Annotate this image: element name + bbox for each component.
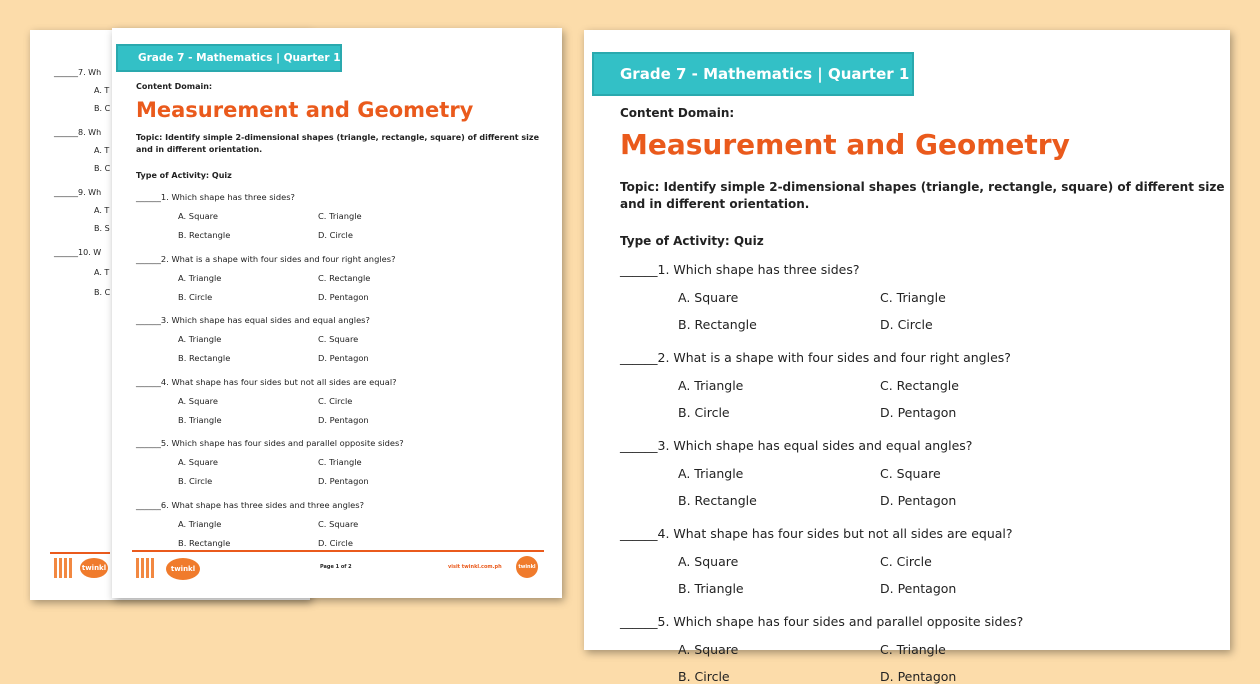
qr-code-icon <box>54 558 74 578</box>
option: B. C <box>94 288 111 297</box>
answer-option: C. Triangle <box>880 642 946 657</box>
question-text: 6. What shape has three sides and three angles? <box>160 499 364 510</box>
answer-option: A. Square <box>678 642 739 657</box>
question-10: ______10. W <box>54 248 102 257</box>
answer-option: B. Circle <box>678 405 730 420</box>
qr-code-icon <box>136 558 156 578</box>
activity-type: Type of Activity: Quiz <box>620 234 764 248</box>
answer-option: A. Square <box>178 395 219 406</box>
answer-blank[interactable]: ______ <box>136 438 161 448</box>
twinkl-logo: twinkl <box>80 558 108 578</box>
question-5 <box>136 438 404 448</box>
answer-blank[interactable]: ______ <box>620 350 658 365</box>
answer-option: D. Pentagon <box>318 353 369 363</box>
answer-option: D. Pentagon <box>880 581 957 596</box>
footer-divider <box>132 550 544 552</box>
answer-option: A. Square <box>178 457 219 467</box>
answer-blank[interactable]: ______ <box>620 438 658 453</box>
answer-blank[interactable]: ______ <box>136 376 161 387</box>
question-text: 3. Which shape has equal sides and equal angles? <box>160 315 370 325</box>
answer-option: C. Triangle <box>880 290 946 305</box>
answer-option: B. Triangle <box>678 581 744 596</box>
question-1 <box>136 192 295 202</box>
answer-blank[interactable]: ______ <box>620 526 658 541</box>
question-text: 4. What shape has four sides but not all sides are equal? <box>657 526 1013 541</box>
topic-line-1: Topic: Identify simple 2-dimensional shapes (triangle, rectangle, square) of different size <box>620 180 1225 194</box>
content-domain-label: Content Domain: <box>620 106 735 120</box>
answer-option: D. Circle <box>318 230 353 240</box>
answer-blank[interactable]: ______ <box>136 499 161 510</box>
option: A. T <box>94 86 110 95</box>
answer-option: A. Triangle <box>178 518 222 529</box>
answer-option: B. Rectangle <box>678 317 757 332</box>
question-text: 3. Which shape has equal sides and equal angles? <box>657 438 973 453</box>
question-4 <box>136 377 397 387</box>
page-title: Measurement and Geometry <box>620 128 1070 161</box>
answer-option: B. Circle <box>178 291 213 302</box>
page-number: Page 1 of 2 <box>320 564 352 570</box>
grade-banner: Grade 7 - Mathematics | Quarter 1 <box>116 44 342 72</box>
question-8: ______8. Wh <box>54 128 102 137</box>
question-4 <box>620 526 1013 541</box>
option: B. C <box>94 164 111 173</box>
content-domain-label: Content Domain: <box>136 82 213 91</box>
option: B. S <box>94 224 110 233</box>
answer-option: A. Square <box>678 290 739 305</box>
topic-line-2: and in different orientation. <box>620 197 810 211</box>
question-text: 1. Which shape has three sides? <box>160 192 295 202</box>
question-3 <box>136 315 370 325</box>
answer-blank[interactable]: ______ <box>136 315 161 325</box>
answer-option: A. Square <box>178 211 219 221</box>
answer-option: C. Circle <box>318 395 353 406</box>
question-7: ______7. Wh <box>54 68 102 77</box>
question-text: 4. What shape has four sides but not all sides are equal? <box>160 376 397 387</box>
answer-option: A. Triangle <box>678 378 744 393</box>
answer-option: C. Square <box>880 466 941 481</box>
page-title: Measurement and Geometry <box>136 98 474 122</box>
answer-option: C. Square <box>318 518 359 529</box>
answer-option: B. Rectangle <box>678 493 757 508</box>
answer-option: B. Rectangle <box>178 537 231 548</box>
question-6 <box>136 500 364 510</box>
topic-line-1: Topic: Identify simple 2-dimensional shapes (triangle, rectangle, square) of different size <box>136 133 539 142</box>
question-2 <box>620 350 1011 365</box>
answer-option: D. Pentagon <box>880 493 957 508</box>
question-text: 5. Which shape has four sides and parallel opposite sides? <box>160 438 404 448</box>
answer-option: C. Rectangle <box>880 378 959 393</box>
answer-option: A. Triangle <box>178 272 222 283</box>
question-2 <box>136 254 395 264</box>
question-text: 5. Which shape has four sides and parallel opposite sides? <box>657 614 1024 629</box>
question-text: 1. Which shape has three sides? <box>657 262 860 277</box>
question-1 <box>620 262 859 277</box>
question-text: 2. What is a shape with four sides and four right angles? <box>160 253 396 264</box>
answer-option: D. Circle <box>880 317 933 332</box>
answer-option: C. Square <box>318 334 359 344</box>
answer-option: B. Rectangle <box>178 230 231 240</box>
option: A. T <box>94 206 110 215</box>
badge-icon: twinkl <box>516 556 538 578</box>
site-link: visit twinkl.com.ph <box>448 564 502 570</box>
question-3 <box>620 438 972 453</box>
answer-option: C. Circle <box>880 554 932 569</box>
answer-blank[interactable]: ______ <box>136 192 161 202</box>
worksheet-page-1-large <box>584 30 1230 684</box>
answer-option: D. Pentagon <box>318 414 369 425</box>
activity-type: Type of Activity: Quiz <box>136 171 232 180</box>
option: B. C <box>94 104 111 113</box>
worksheet-page-1-small <box>112 28 562 598</box>
answer-option: B. Circle <box>178 476 213 486</box>
answer-option: D. Pentagon <box>318 476 369 486</box>
footer-divider <box>50 552 110 554</box>
question-5 <box>620 614 1023 629</box>
twinkl-logo: twinkl <box>166 558 200 580</box>
option: A. T <box>94 146 110 155</box>
answer-option: A. Triangle <box>678 466 744 481</box>
topic-line-2: and in different orientation. <box>136 145 263 154</box>
answer-option: B. Circle <box>678 669 730 684</box>
answer-option: A. Square <box>678 554 739 569</box>
answer-option: B. Triangle <box>178 414 222 425</box>
grade-banner: Grade 7 - Mathematics | Quarter 1 <box>592 52 914 96</box>
answer-option: B. Rectangle <box>178 353 231 363</box>
answer-option: C. Triangle <box>318 457 362 467</box>
answer-option: D. Pentagon <box>880 669 957 684</box>
answer-option: D. Circle <box>318 537 353 548</box>
option: A. T <box>94 268 110 277</box>
answer-option: D. Pentagon <box>318 291 369 302</box>
answer-blank[interactable]: ______ <box>136 253 161 264</box>
question-text: 2. What is a shape with four sides and four right angles? <box>657 350 1011 365</box>
answer-option: C. Triangle <box>318 211 362 221</box>
question-9: ______9. Wh <box>54 188 102 197</box>
answer-option: C. Rectangle <box>318 272 371 283</box>
answer-option: A. Triangle <box>178 334 222 344</box>
answer-blank[interactable]: ______ <box>620 262 658 277</box>
answer-option: D. Pentagon <box>880 405 957 420</box>
answer-blank[interactable]: ______ <box>620 614 658 629</box>
